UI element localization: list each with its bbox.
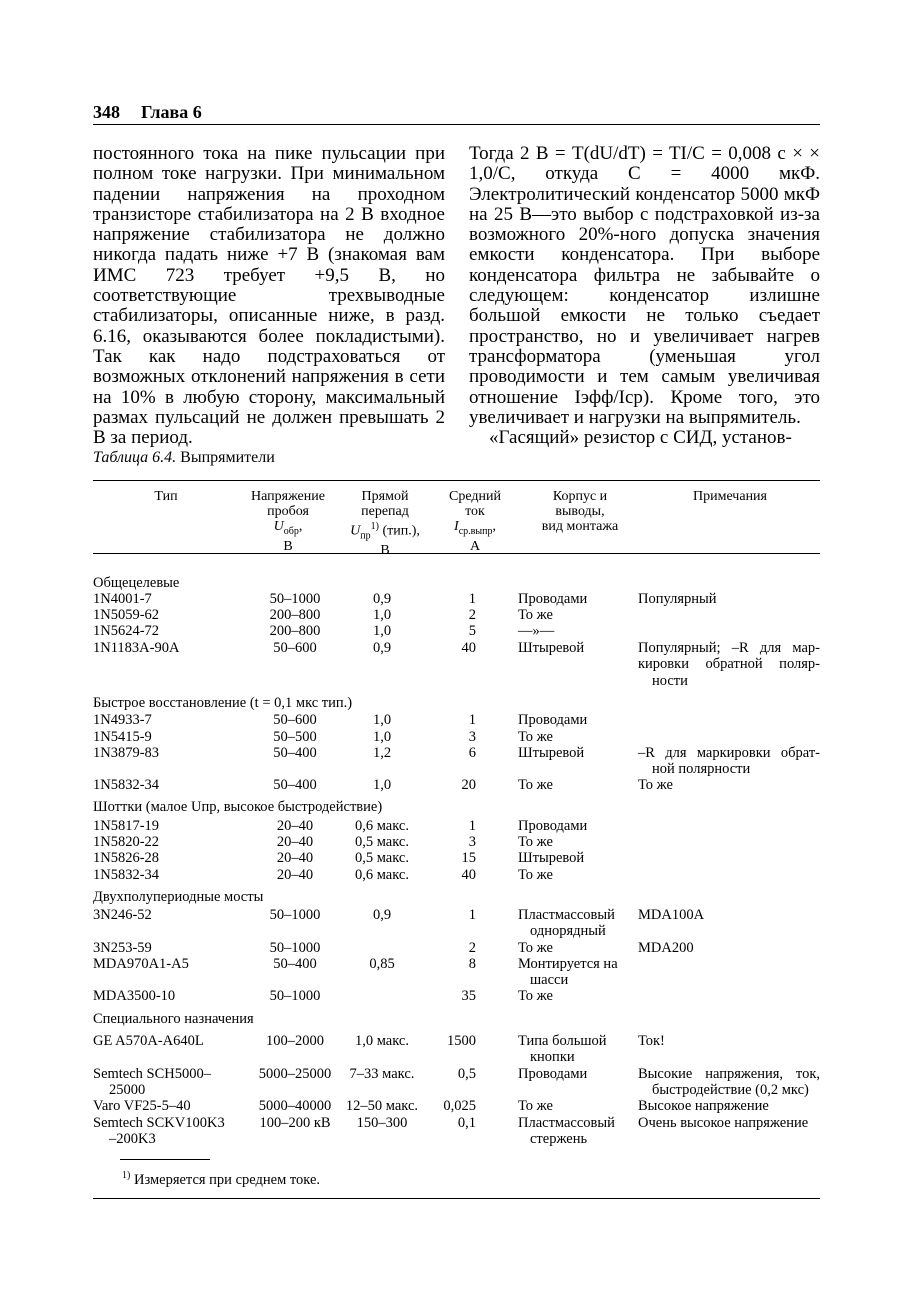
cell-type: 1N1183A-90A (93, 640, 180, 656)
cell-current: 1 (468, 712, 476, 728)
cell-current: 15 (461, 850, 476, 866)
cell-type: 1N5832-34 (93, 777, 160, 793)
cell-note: То же (638, 777, 673, 793)
footnote-rule (120, 1159, 210, 1160)
cell-current: 5 (468, 623, 476, 639)
cell-breakdown-voltage: 50–400 (273, 956, 317, 972)
cell-type-cont: –200K3 (109, 1131, 156, 1148)
cell-forward-drop: 7–33 макс. (349, 1066, 415, 1082)
cell-breakdown-voltage: 50–600 (273, 640, 317, 656)
cell-package: Типа большой (518, 1033, 607, 1049)
cell-package: Пластмассовый (518, 1115, 615, 1131)
cell-breakdown-voltage: 50–1000 (269, 591, 321, 607)
cell-forward-drop: 0,9 (372, 591, 392, 607)
cell-package: однорядный (530, 923, 606, 940)
cell-note: Высокое напряжение (638, 1098, 769, 1114)
cell-forward-drop: 0,5 макс. (354, 850, 409, 866)
cell-package: Проводами (518, 1066, 588, 1082)
right-column (469, 144, 820, 448)
cell-current: 6 (468, 745, 476, 761)
cell-current: 2 (468, 940, 476, 956)
left-paragraph: постоянного тока на пике пульсации при полном токе нагрузки. При минимальном падении напряжения на проходном транзисторе стабилизатора на 2 В входное напряжение стабилизатора не должно никогда падать ниже +7 В (знакомая вам ИМС 723 требует +9,5 В, но соответствующие трехвыводные стабилизаторы, описанные ниже, в разд. 6.16, оказываются более покладистыми). Так как надо подстраховаться от возможных отклонений напряжения в сети на 10% в любую сторону, максимальный размах пульсаций не должен превышать 2 В за период. (93, 143, 445, 449)
cell-type: 1N5832-34 (93, 867, 160, 883)
cell-forward-drop: 0,9 (372, 907, 392, 923)
cell-forward-drop: 1,0 (372, 712, 392, 728)
cell-type: Varo VF25-5–40 (93, 1098, 191, 1114)
cell-forward-drop: 0,6 макс. (354, 867, 409, 883)
section-title: Быстрое восстановление (t = 0,1 мкс тип.) (93, 695, 353, 711)
header-type: Тип (154, 489, 178, 504)
page-number: 348 (93, 102, 120, 122)
cell-package: Проводами (518, 712, 588, 728)
cell-forward-drop: 1,0 (372, 607, 392, 623)
cell-package: То же (518, 1098, 553, 1114)
cell-forward-drop: 0,9 (372, 640, 392, 656)
header-breakdown: Напряжение пробоя $U_{обр}$, В (251, 489, 325, 554)
cell-breakdown-voltage: 50–1000 (269, 907, 321, 923)
cell-breakdown-voltage: 50–1000 (269, 988, 321, 1004)
cell-note: ности (652, 672, 688, 689)
cell-breakdown-voltage: 5000–25000 (258, 1066, 332, 1082)
cell-package: Монтируется на (518, 956, 618, 972)
cell-package: Штыревой (518, 745, 585, 761)
cell-note: –R для маркировки обрат- (638, 745, 820, 761)
cell-type: MDA3500-10 (93, 988, 176, 1004)
cell-current: 2 (468, 607, 476, 623)
cell-type: 1N5059-62 (93, 607, 160, 623)
cell-current: 1500 (447, 1033, 476, 1049)
cell-breakdown-voltage: 100–200 кВ (259, 1115, 331, 1131)
cell-package: То же (518, 988, 553, 1004)
cell-type: GE A570A-A640L (93, 1033, 204, 1049)
cell-package: То же (518, 940, 553, 956)
cell-type: 1N5820-22 (93, 834, 160, 850)
footnote-text: Измеряется при среднем токе. (133, 1171, 321, 1188)
cell-forward-drop: 1,0 (372, 623, 392, 639)
cell-current: 3 (468, 729, 476, 745)
cell-forward-drop: 1,0 (372, 777, 392, 793)
cell-current: 1 (468, 591, 476, 607)
cell-note: MDA100A (638, 907, 705, 923)
cell-package: Проводами (518, 591, 588, 607)
cell-forward-drop: 1,0 макс. (354, 1033, 409, 1049)
cell-type-cont: 25000 (109, 1082, 146, 1099)
header-package: Корпус и выводы, вид монтажа (541, 489, 619, 534)
page-header (93, 100, 820, 125)
cell-type: 3N246-52 (93, 907, 152, 923)
cell-forward-drop: 150–300 (356, 1115, 408, 1131)
cell-forward-drop: 0,5 макс. (354, 834, 409, 850)
cell-current: 40 (461, 867, 476, 883)
cell-current: 1 (468, 818, 476, 834)
cell-note: Популярный (638, 591, 717, 607)
cell-type: Semtech SCH5000– (93, 1066, 212, 1082)
cell-package: кнопки (530, 1049, 575, 1066)
cell-breakdown-voltage: 20–40 (276, 834, 314, 850)
table-header-rule (93, 553, 820, 554)
cell-current: 40 (461, 640, 476, 656)
cell-type: 1N4933-7 (93, 712, 152, 728)
cell-type: 3N253-59 (93, 940, 152, 956)
cell-package: Проводами (518, 818, 588, 834)
cell-package: Штыревой (518, 850, 585, 866)
cell-type: Semtech SCKV100K3 (93, 1115, 225, 1131)
page-bottom-rule (93, 1198, 820, 1199)
cell-current: 35 (461, 988, 476, 1004)
header-notes: Примечания (692, 489, 767, 504)
table-caption-title: Выпрямители (180, 449, 275, 466)
cell-type: 1N5826-28 (93, 850, 160, 866)
right-paragraph-1: Тогда 2 В = T(dU/dT) = TI/C = 0,008 с × × 1,0/C, откуда C = 4000 мкФ. Электролитический конденсатор 5000 мкФ на 25 В—это выбор с подстраховкой из-за возможного 20%-ного допуска значения емкости конденсатора. При выборе конденсатора фильтра не забывайте о следующем: конденсатор излишне большой емкости не только съедает пространство, но и увеличивает нагрев трансформатора (уменьшая угол проводимости и тем самым увеличивая отношение Iэфф/Iср). Кроме того, это увеличивает и нагрузки на выпрямитель. (469, 143, 820, 428)
cell-forward-drop: 1,0 (372, 729, 392, 745)
table-caption-label: Таблица 6.4. (93, 449, 177, 466)
cell-breakdown-voltage: 50–600 (273, 712, 317, 728)
cell-breakdown-voltage: 50–1000 (269, 940, 321, 956)
cell-type: MDA970A1-A5 (93, 956, 189, 972)
header-current: Средний ток $I_{ср.выпр}$, А (449, 489, 501, 554)
cell-forward-drop: 12–50 макс. (345, 1098, 419, 1114)
footnote-mark: 1) (122, 1170, 131, 1181)
section-title: Общецелевые (93, 575, 180, 591)
cell-note: MDA200 (638, 940, 694, 956)
cell-note: Ток! (638, 1033, 665, 1049)
cell-breakdown-voltage: 200–800 (269, 623, 321, 639)
cell-breakdown-voltage: 50–400 (273, 745, 317, 761)
cell-breakdown-voltage: 20–40 (276, 867, 314, 883)
cell-type: 1N5415-9 (93, 729, 152, 745)
cell-package: Пластмассовый (518, 907, 615, 923)
cell-forward-drop: 0,6 макс. (354, 818, 409, 834)
cell-breakdown-voltage: 200–800 (269, 607, 321, 623)
cell-type: 1N3879-83 (93, 745, 160, 761)
cell-note: Очень высокое напряжение (638, 1115, 809, 1131)
cell-note: Популярный; –R для мар- (638, 640, 820, 656)
cell-current: 1 (468, 907, 476, 923)
cell-type: 1N5817-19 (93, 818, 160, 834)
cell-current: 0,1 (457, 1115, 476, 1131)
cell-breakdown-voltage: 5000–40000 (258, 1098, 332, 1114)
section-title: Шоттки (малое Uпр, высокое быстродействие) (93, 799, 383, 815)
cell-current: 0,025 (443, 1098, 476, 1114)
cell-forward-drop: 1,2 (372, 745, 392, 761)
right-paragraph-2: «Гасящий» резистор с СИД, установ- (489, 427, 792, 449)
cell-package: шасси (530, 972, 569, 989)
cell-note: быстродействие (0,2 мкс) (652, 1082, 809, 1099)
cell-package: Штыревой (518, 640, 585, 656)
cell-current: 8 (468, 956, 476, 972)
cell-package: стержень (530, 1131, 588, 1148)
cell-breakdown-voltage: 50–400 (273, 777, 317, 793)
cell-forward-drop: 0,85 (369, 956, 395, 972)
cell-current: 20 (461, 777, 476, 793)
section-title: Специального назначения (93, 1011, 254, 1027)
cell-package: —»— (518, 623, 555, 639)
cell-package: То же (518, 834, 553, 850)
cell-breakdown-voltage: 20–40 (276, 850, 314, 866)
cell-package: То же (518, 729, 553, 745)
table-caption (93, 449, 275, 467)
cell-note: кировки обратной поляр- (638, 656, 820, 673)
cell-package: То же (518, 867, 553, 883)
cell-breakdown-voltage: 20–40 (276, 818, 314, 834)
section-title: Двухполупериодные мосты (93, 889, 264, 905)
cell-note: Высокие напряжения, ток, (638, 1066, 820, 1082)
cell-type: 1N5624-72 (93, 623, 160, 639)
footnote (122, 1170, 320, 1189)
header-forward: Прямой перепад $U_{пр}^{1)}$ (тип.), В (350, 489, 420, 559)
cell-note: ной полярности (652, 761, 751, 778)
cell-breakdown-voltage: 100–2000 (266, 1033, 324, 1049)
cell-breakdown-voltage: 50–500 (273, 729, 317, 745)
cell-current: 3 (468, 834, 476, 850)
left-column (93, 144, 445, 448)
cell-type: 1N4001-7 (93, 591, 152, 607)
table-top-rule (93, 480, 820, 481)
cell-package: То же (518, 607, 553, 623)
cell-current: 0,5 (457, 1066, 476, 1082)
chapter-title: Глава 6 (141, 102, 202, 122)
cell-package: То же (518, 777, 553, 793)
